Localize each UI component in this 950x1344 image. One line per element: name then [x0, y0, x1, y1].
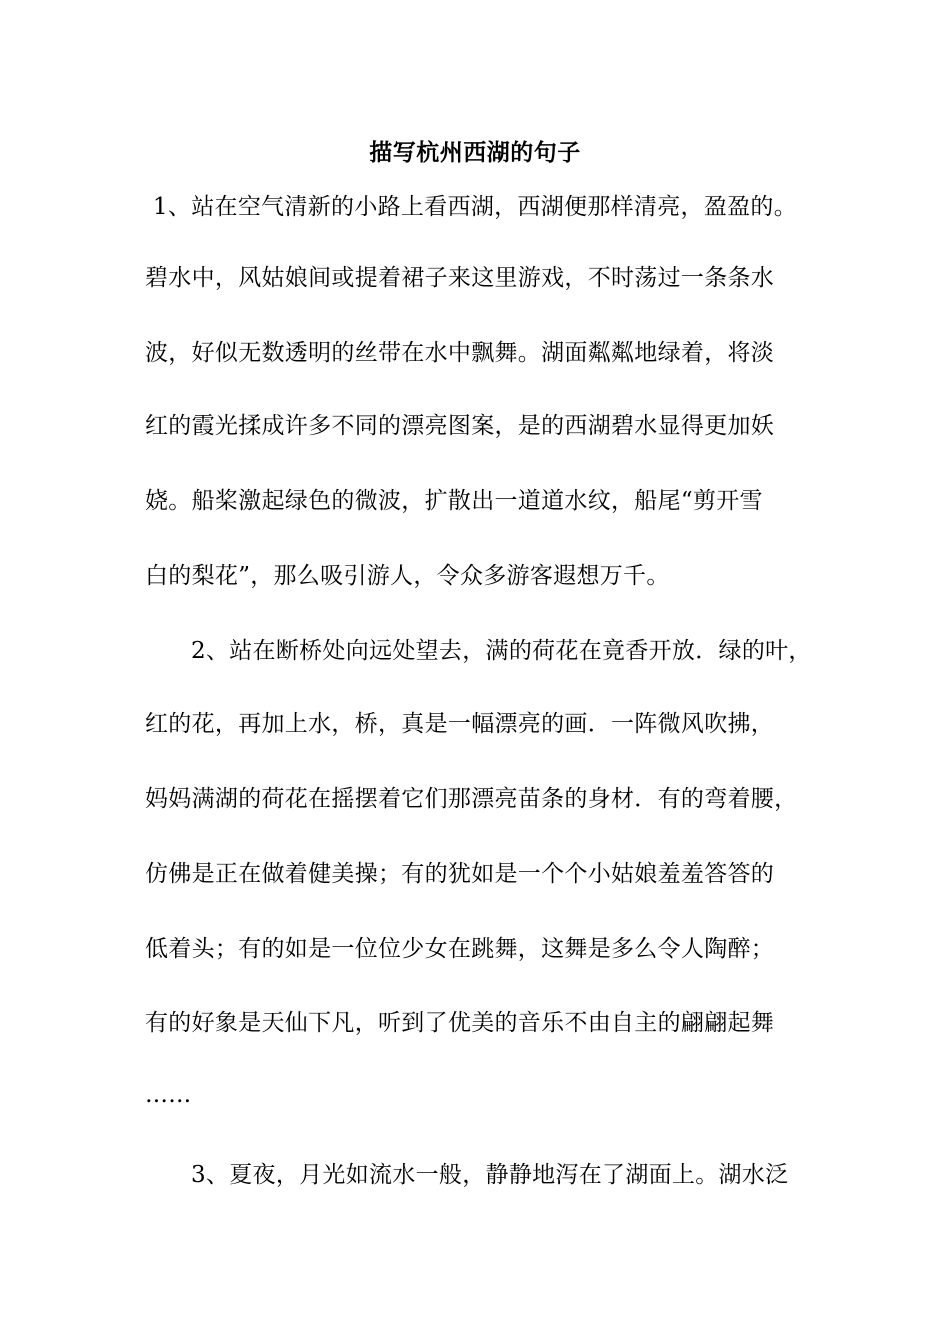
paragraph-2-line-3: 妈妈满湖的荷花在摇摆着它们那漂亮苗条的身材．有的弯着腰， [145, 786, 798, 812]
paragraph-2-ellipsis: …… [145, 1082, 192, 1108]
paragraph-2-line-2: 红的花，再加上水，桥，真是一幅漂亮的画．一阵微风吹拂， [145, 711, 775, 737]
paragraph-1-line-2: 碧水中，风姑娘间或提着裙子来这里游戏，不时荡过一条条水 [145, 265, 775, 291]
paragraph-2-line-4: 仿佛是正在做着健美操；有的犹如是一个个小姑娘羞羞答答的 [145, 861, 775, 887]
paragraph-1-line-3: 波，好似无数透明的丝带在水中飘舞。湖面粼粼地绿着，将淡 [145, 340, 775, 366]
document-title: 描写杭州西湖的句子 [369, 139, 581, 166]
paragraph-1-line-4: 红的霞光揉成许多不同的漂亮图案，是的西湖碧水显得更加妖 [145, 413, 775, 439]
paragraph-2-line-1: 2、站在断桥处向远处望去，满的荷花在竟香开放．绿的叶， [191, 638, 812, 664]
paragraph-2-line-6: 有的好象是天仙下凡，听到了优美的音乐不由自主的翩翩起舞 [145, 1010, 775, 1036]
paragraph-3-line-1: 3、夏夜，月光如流水一般，静静地泻在了湖面上。湖水泛 [191, 1162, 789, 1188]
paragraph-1-line-6: 白的梨花”，那么吸引游人，令众多游客遐想万千。 [145, 563, 670, 589]
paragraph-2-line-5: 低着头；有的如是一位位少女在跳舞，这舞是多么令人陶醉； [145, 936, 775, 962]
paragraph-1-line-1: 1、站在空气清新的小路上看西湖，西湖便那样清亮，盈盈的。 [153, 194, 798, 220]
paragraph-1-line-5: 娆。船桨激起绿色的微波，扩散出一道道水纹，船尾“剪开雪 [145, 488, 763, 514]
